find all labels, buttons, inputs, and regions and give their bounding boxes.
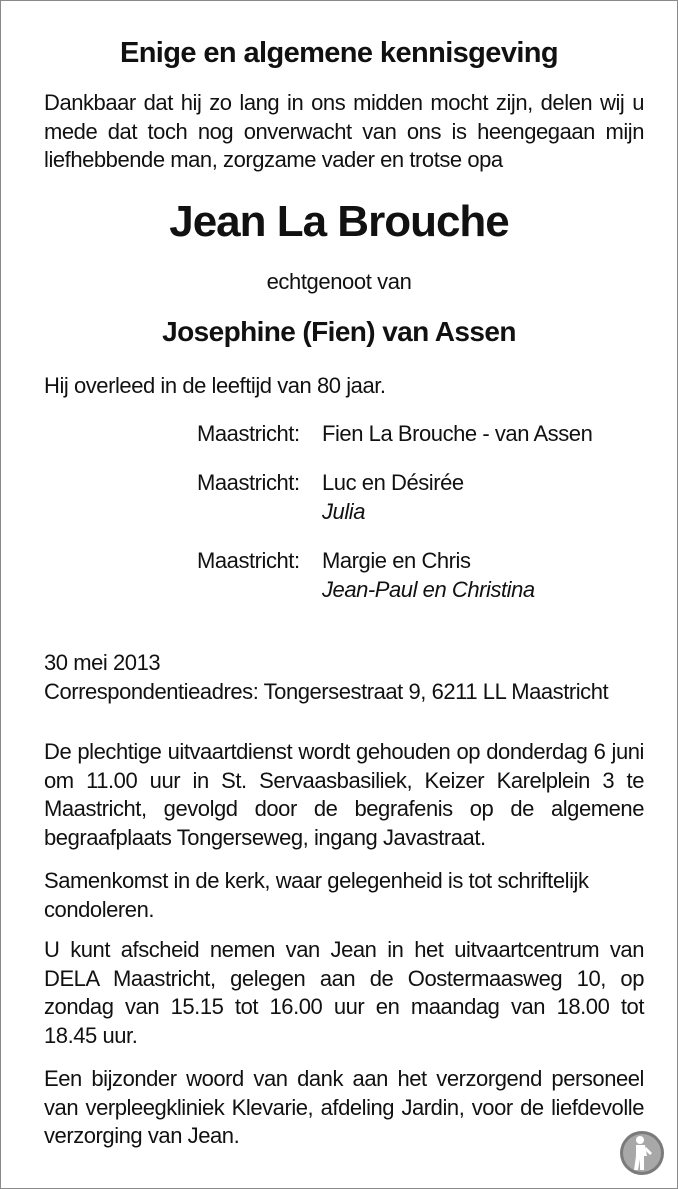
family-children: Julia bbox=[322, 499, 365, 524]
notice-heading: Enige en algemene kennisgeving bbox=[119, 37, 559, 69]
service-paragraph: De plechtige uitvaartdienst wordt gehouden op donderdag 6 juni om 11.00 uur in St. Servaasbasiliek, Keizer Karelplein 3 te Maastricht, gevolgd door de begrafenis op de algemene begraafplaats Tongerseweg, ingang Javastraat. bbox=[44, 739, 644, 850]
notice-date: 30 mei 2013 bbox=[44, 650, 161, 675]
family-children: Jean-Paul en Christina bbox=[322, 577, 535, 602]
gathering-paragraph: Samenkomst in de kerk, waar gelegenheid is tot schriftelijk condoleren. bbox=[44, 868, 589, 922]
farewell-paragraph: U kunt afscheid nemen van Jean in het uitvaartcentrum van DELA Maastricht, gelegen aan de Oostermaasweg 10, op zondag van 15.15 tot 16.00 uur en maandag van 18.00 tot 18.45 uur. bbox=[44, 937, 644, 1048]
family-names: Luc en Désirée bbox=[322, 470, 464, 495]
age-line: Hij overleed in de leeftijd van 80 jaar. bbox=[44, 373, 386, 398]
spouse-label: echtgenoot van bbox=[266, 269, 412, 294]
family-place: Maastricht: bbox=[197, 548, 300, 573]
family-names: Margie en Chris bbox=[322, 548, 471, 573]
intro-paragraph: Dankbaar dat hij zo lang in ons midden mocht zijn, delen wij u mede dat toch nog onverwacht van ons is heengegaan mijn liefhebbende man, zorgzame vader en trotse opa bbox=[44, 90, 644, 172]
figure-logo-icon bbox=[619, 1130, 665, 1176]
correspondence-address: Correspondentieadres: Tongersestraat 9, 6211 LL Maastricht bbox=[44, 679, 609, 704]
family-names: Fien La Brouche - van Assen bbox=[322, 421, 593, 446]
deceased-name: Jean La Brouche bbox=[169, 197, 509, 246]
family-place: Maastricht: bbox=[197, 421, 300, 446]
spouse-name: Josephine (Fien) van Assen bbox=[162, 316, 516, 347]
thanks-paragraph: Een bijzonder woord van dank aan het verzorgend personeel van verpleegkliniek Klevarie, afdeling Jardin, voor de liefdevolle verzorging van Jean. bbox=[44, 1066, 644, 1148]
family-place: Maastricht: bbox=[197, 470, 300, 495]
